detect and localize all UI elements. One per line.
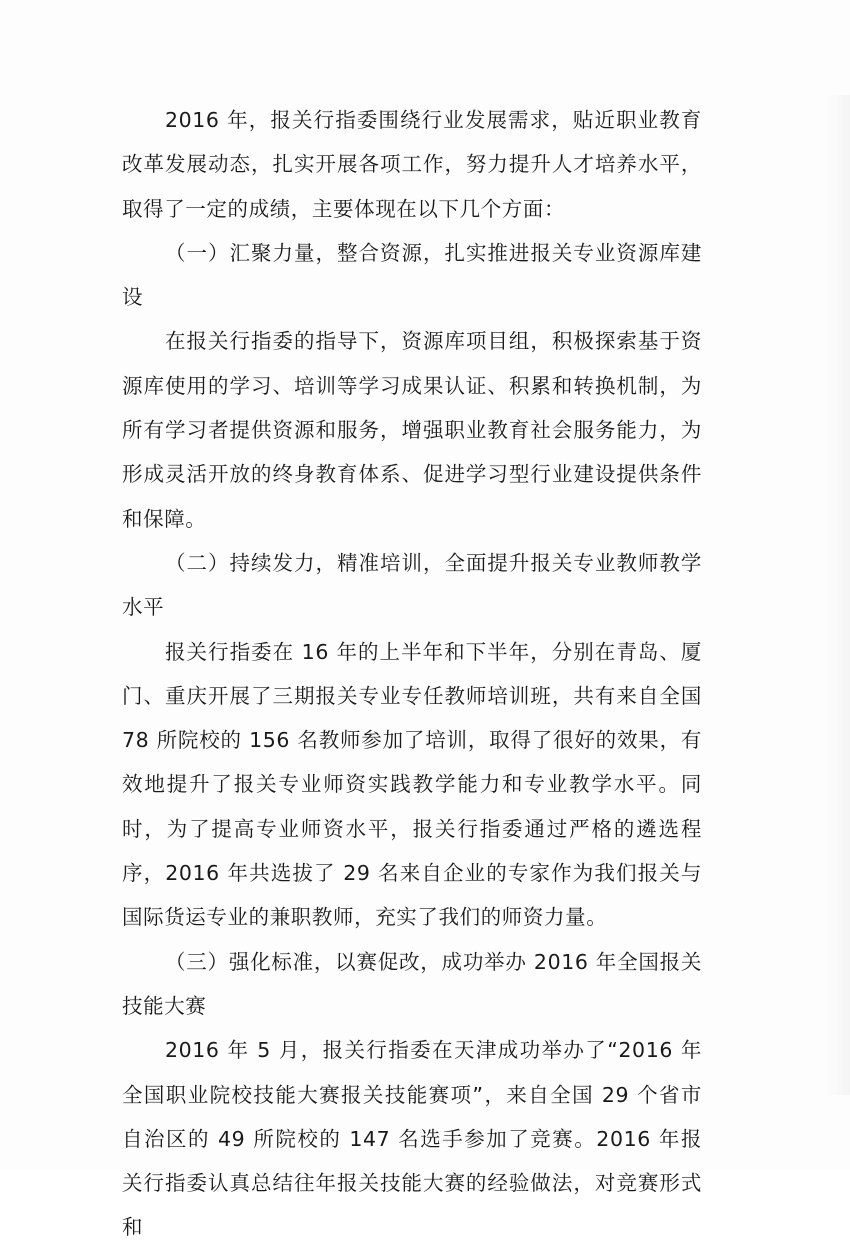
section-heading-1: （一）汇聚力量，整合资源，扎实推进报关专业资源库建设 [122, 240, 702, 310]
paragraph-resource-library: 在报关行指委的指导下，资源库项目组，积极探索基于资源库使用的学习、培训等学习成果认证、积累和转换机制，为所有学习者提供资源和服务，增强职业教育社会服务能力，为形成灵活开放的终身教育体系、促进学习型行业建设提供条件和保障。 [122, 329, 702, 531]
paragraph-teacher-training: 报关行指委在 16 年的上半年和下半年，分别在青岛、厦门、重庆开展了三期报关专业专任教师培训班，共有来自全国 78 所院校的 156 名教师参加了培训，取得了很好的效果，有效地提升了报关专业师资实践教学能力和专业教学水平。同时，为了提高专业师资水平，报关行指委通过严格的遴选程序，2016 年共选拔了 29 名来自企业的专家作为我们报关与国际货运专业的兼职教师，充实了我们的师资力量。 [122, 639, 702, 930]
paragraph-intro: 2016 年，报关行指委围绕行业发展需求，贴近职业教育改革发展动态，扎实开展各项工作，努力提升人才培养水平，取得了一定的成绩，主要体现在以下几个方面： [122, 108, 702, 221]
section-heading-2: （二）持续发力，精准培训，全面提升报关专业教师教学水平 [122, 550, 702, 620]
section-heading-3: （三）强化标准，以赛促改，成功举办 2016 年全国报关技能大赛 [122, 949, 702, 1018]
scan-shadow [824, 95, 850, 1095]
document-body [122, 98, 702, 1250]
paragraph-skills-contest: 2016 年 5 月，报关行指委在天津成功举办了“2016 年全国职业院校技能大赛报关技能赛项”，来自全国 29 个省市自治区的 49 所院校的 147 名选手参加了竞赛。2016 年报关行指委认真总结往年报关技能大赛的经验做法，对竞赛形式和 [122, 1038, 702, 1240]
